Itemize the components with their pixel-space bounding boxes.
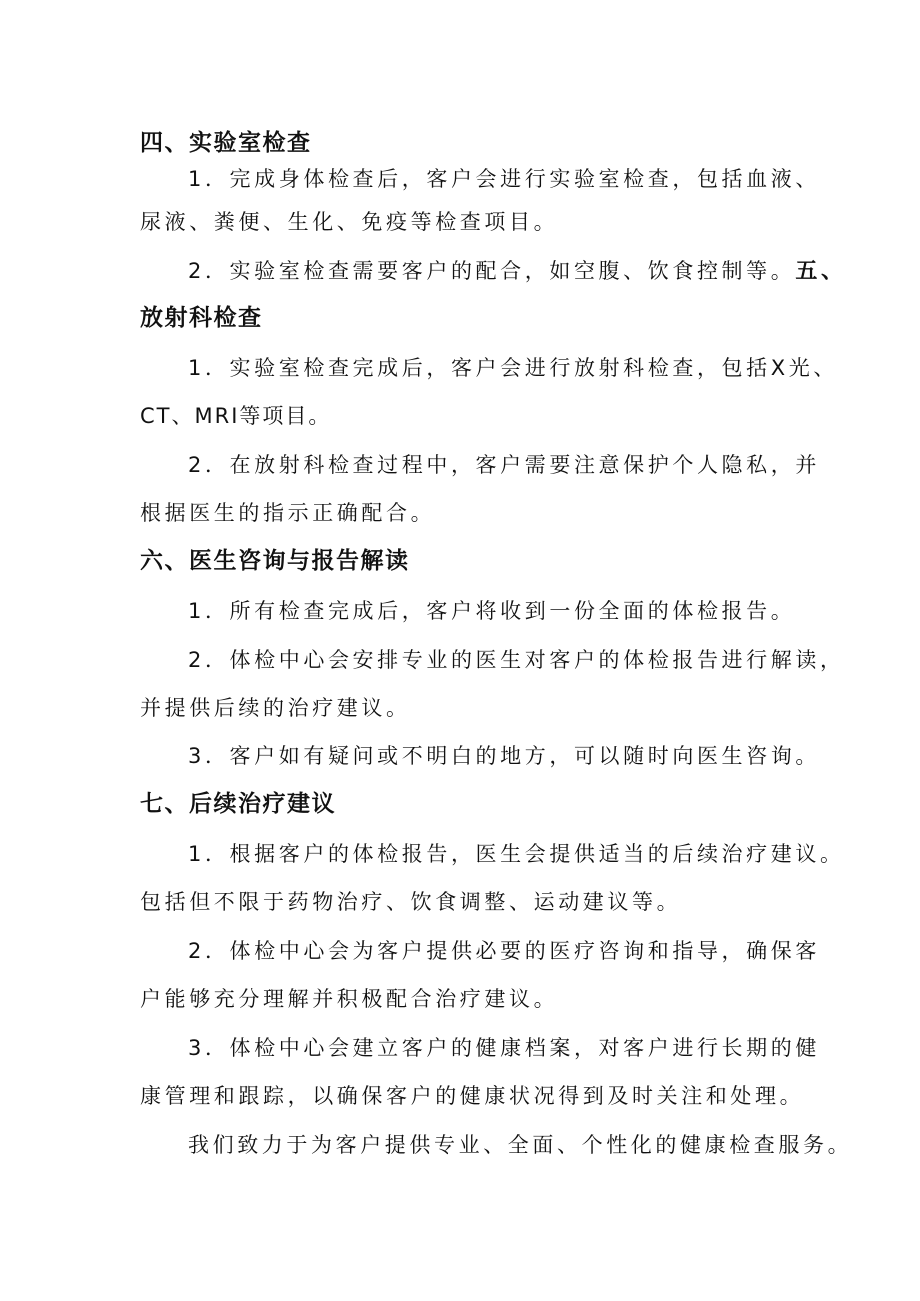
paragraph-line: 户能够充分理解并积极配合治疗建议。: [140, 987, 559, 1011]
paragraph-line: 2．体检中心会安排专业的医生对客户的体检报告进行解读，: [188, 648, 845, 672]
paragraph-line: 3．体检中心会建立客户的健康档案，对客户进行长期的健: [188, 1036, 820, 1060]
section-heading-consultation: 六、医生咨询与报告解读: [140, 548, 410, 574]
paragraph-line: 根据医生的指示正确配合。: [140, 501, 436, 525]
paragraph-line: 并提供后续的治疗建议。: [140, 696, 411, 720]
paragraph-line: 1．实验室检查完成后，客户会进行放射科检查，包括X光、: [188, 356, 838, 380]
paragraph-line: 3．客户如有疑问或不明白的地方，可以随时向医生咨询。: [188, 744, 820, 768]
paragraph-line: 1．完成身体检查后，客户会进行实验室检查，包括血液、: [188, 167, 820, 191]
paragraph-line: 包括但不限于药物治疗、饮食调整、运动建议等。: [140, 890, 682, 914]
paragraph-line: 2．在放射科检查过程中，客户需要注意保护个人隐私，并: [188, 453, 820, 477]
section-heading-lab-tests: 四、实验室检查: [140, 130, 312, 156]
paragraph-line: 尿液、粪便、生化、免疫等检查项目。: [140, 210, 559, 234]
section-heading-radiology: 放射科检查: [140, 305, 263, 331]
paragraph-line: 2．体检中心会为客户提供必要的医疗咨询和指导，确保客: [188, 939, 820, 963]
paragraph-line: 1．所有检查完成后，客户将收到一份全面的体检报告。: [188, 599, 796, 623]
paragraph-text: 2．实验室检查需要客户的配合，如空腹、饮食控制等。: [188, 259, 796, 283]
section-heading-follow-up: 七、后续治疗建议: [140, 791, 336, 817]
paragraph-line: [188, 251, 847, 291]
paragraph-line: 康管理和跟踪，以确保客户的健康状况得到及时关注和处理。: [140, 1084, 805, 1108]
paragraph-line: 1．根据客户的体检报告，医生会提供适当的后续治疗建议。: [188, 842, 845, 866]
paragraph-line: CT、MRI等项目。: [140, 404, 332, 428]
section-number-five: 五、: [795, 259, 847, 284]
closing-statement: 我们致力于为客户提供专业、全面、个性化的健康检查服务。: [188, 1133, 853, 1157]
